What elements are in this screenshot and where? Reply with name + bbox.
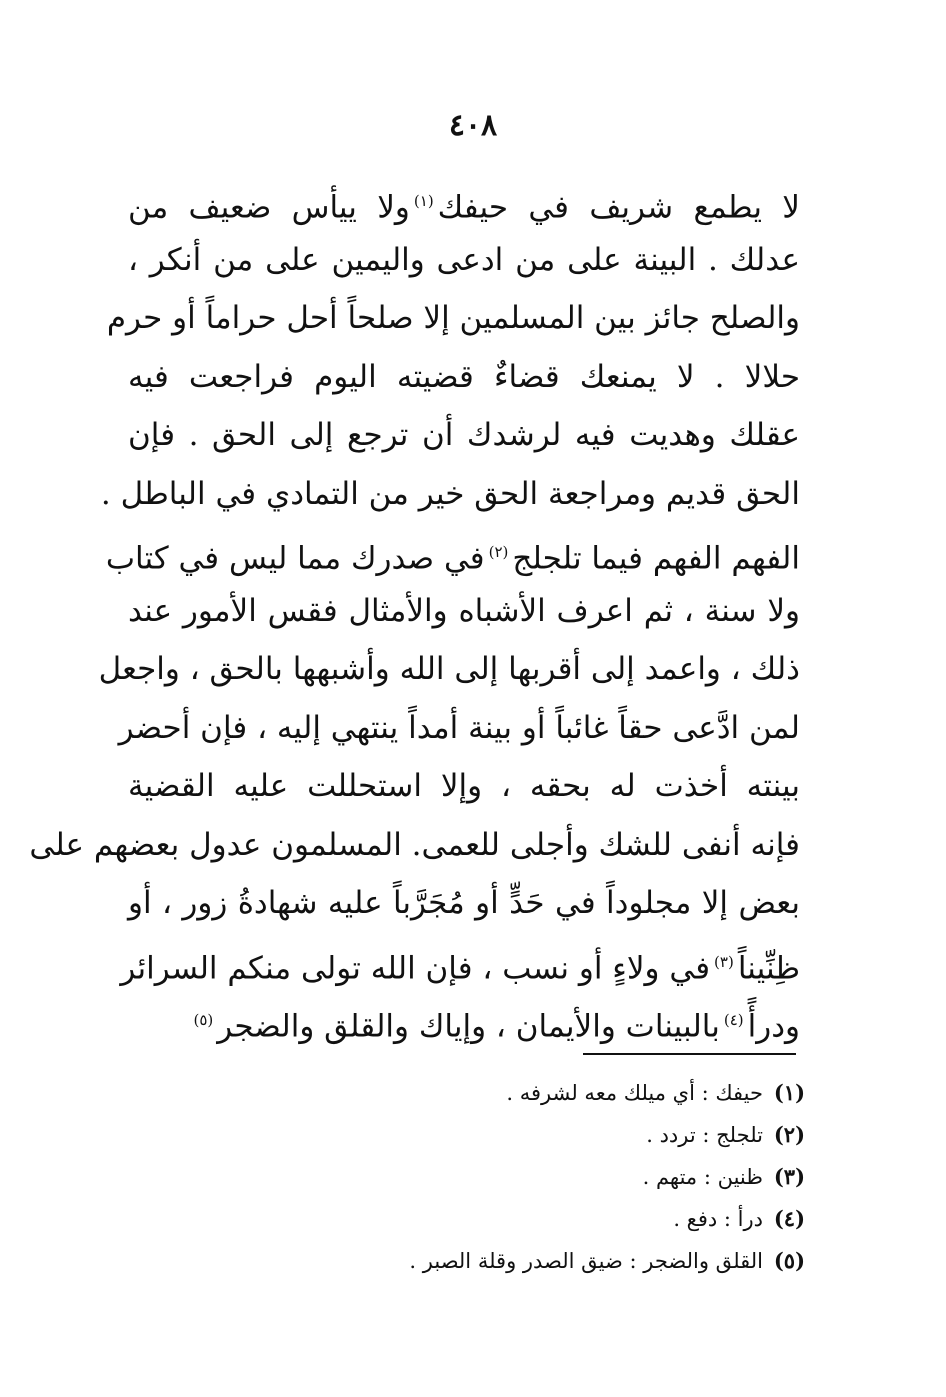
footnote-text: حيفك : أي ميلك معه لشرفه . (506, 1081, 763, 1105)
text-line (128, 991, 800, 1050)
text-line: ولا سنة ، ثم اعرف الأشباه والأمثال فقس الأمور عند (128, 592, 800, 629)
footnote-marker: (٣) (714, 952, 734, 971)
footnote-divider (583, 1053, 796, 1055)
footnote-number: (٤) (773, 1206, 805, 1231)
text-line: بعض إلا مجلوداً في حَدٍّ أو مُجَرَّباً عليه شهادةُ زور ، أو (128, 885, 800, 921)
text-segment: بالبينات والأيمان ، وإياك والقلق والضجر (217, 1008, 720, 1045)
text-segment: لا يطمع شريف في حيفك (437, 189, 800, 226)
footnotes (300, 1072, 805, 1282)
footnote-text: ظنين : متهم . (642, 1165, 763, 1189)
footnote-item (300, 1240, 805, 1282)
text-line: ذلك ، واعمد إلى أقربها إلى الله وأشبهها بالحق ، واجعل (98, 651, 800, 687)
text-segment: في ولاءٍ أو نسب ، فإن الله تولى منكم السرائر (120, 949, 711, 986)
text-segment: ظِنِّيناً (737, 949, 800, 986)
text-segment: ودرأً (747, 1008, 800, 1045)
footnote-marker: (٥) (193, 1011, 214, 1029)
page-number: ٤٠٨ (448, 108, 498, 143)
text-segment: الفهم الفهم فيما تلجلج (512, 540, 800, 577)
main-text (29, 172, 800, 1050)
text-line (128, 172, 800, 231)
text-line: الحق قديم ومراجعة الحق خير من التمادي في الباطل . (100, 475, 800, 512)
text-line: عدلك . البينة على من ادعى واليمين على من أنكر ، (128, 241, 800, 278)
footnote-item (300, 1114, 805, 1156)
text-line: حلالا . لا يمنعك قضاءٌ قضيته اليوم فراجعت فيه (128, 358, 800, 395)
text-line: عقلك وهديت فيه لرشدك أن ترجع إلى الحق . فإن (128, 417, 800, 453)
text-line: والصلح جائز بين المسلمين إلا صلحاً أحل حراماً أو حرم (106, 300, 800, 336)
footnote-marker: (١) (413, 192, 434, 210)
footnote-marker: (٢) (488, 543, 509, 561)
footnote-number: (٢) (773, 1122, 805, 1147)
text-line: لمن ادَّعى حقاً غائباً أو بينة أمداً ينتهي إليه ، فإن أحضر (118, 709, 800, 746)
text-line: بينته أخذت له بحقه ، وإلا استحللت عليه القضية (128, 768, 800, 804)
text-line: فإنه أنفى للشك وأجلى للعمى. المسلمون عدول بعضهم على (29, 826, 800, 863)
text-line (105, 523, 800, 582)
text-segment: في صدرك مما ليس في كتاب (105, 540, 485, 577)
footnote-number: (١) (773, 1080, 805, 1105)
text-line (120, 933, 800, 992)
footnote-number: (٥) (773, 1248, 805, 1273)
footnote-text: درأ : دفع . (673, 1207, 763, 1231)
footnote-number: (٣) (773, 1164, 805, 1189)
footnote-text: تلجلج : تردد . (646, 1123, 763, 1147)
footnote-item (300, 1156, 805, 1198)
footnote-marker: (٤) (723, 1011, 744, 1029)
footnote-item (300, 1072, 805, 1114)
footnote-text: القلق والضجر : ضيق الصدر وقلة الصبر . (409, 1249, 763, 1273)
text-segment: ولا ييأس ضعيف من (128, 189, 410, 226)
footnote-item (300, 1198, 805, 1240)
